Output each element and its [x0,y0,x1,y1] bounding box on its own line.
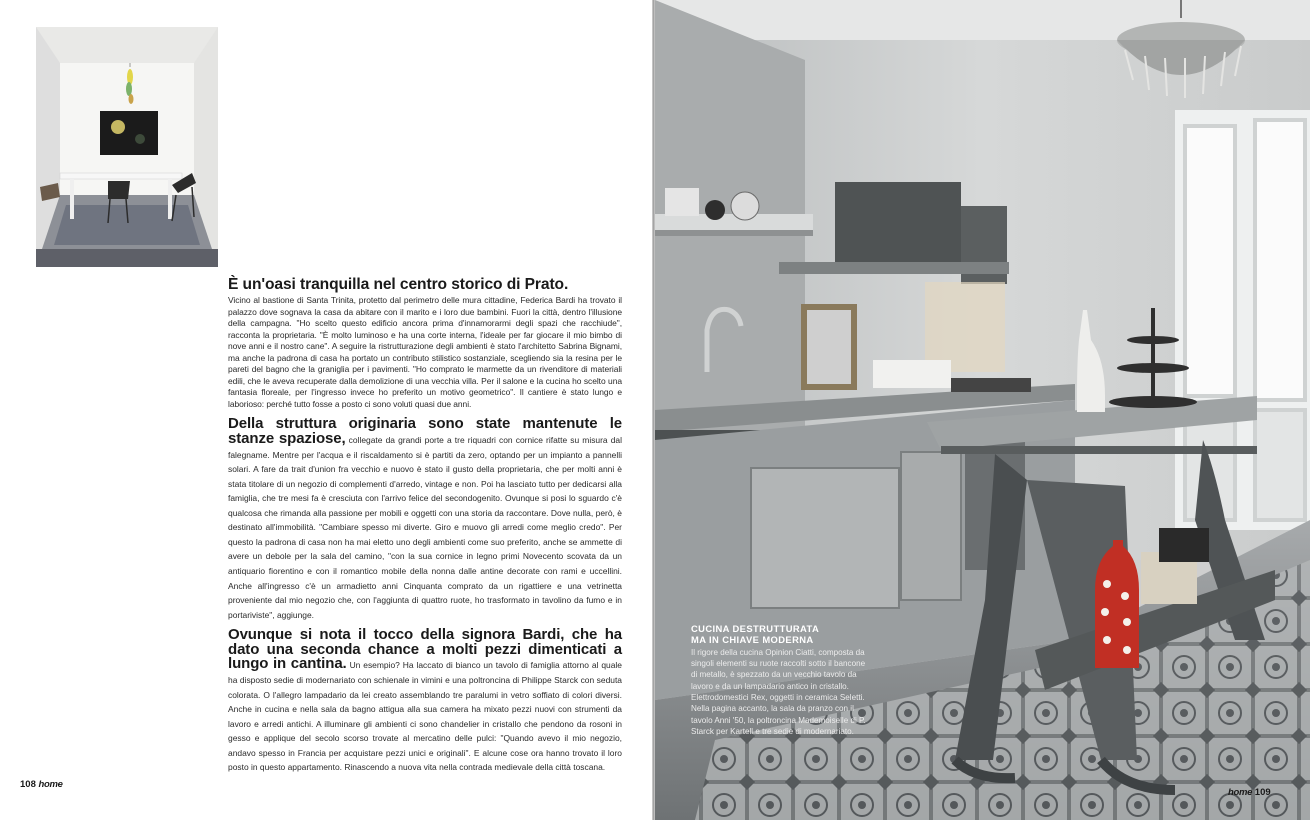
section-3-body: Un esempio? Ha laccato di bianco un tavolo di famiglia attorno al quale ha disposto sedie di modernariato con schienale in vimini e una poltroncina di Philippe Starck con seduta colorata. O l'allegro lampadario da lei creato assemblando tre paralumi in vetro soffiato di colori diversi. Anche in cucina e nella sala da bagno attigua alla sua camera ha mixato pezzi nuovi con strumenti da lavoro e arredi antichi. A illuminare gli ambienti ci sono chandelier in cristallo che pendono da rosoni in gesso e applique del secolo scorso trovate al mercatino delle pulci: "Quando avevo il mio negozio, andavo spesso in Francia per acquistare pezzi unici e originali". E alcune cose ora hanno trovato il loro posto in questo appartamento. Rinascendo a nuova vita nella contrada medievale della città toscana. [228,660,622,773]
magazine-name-right: home [1228,787,1253,798]
section-2 [228,417,622,621]
section-2-title: Della struttura originaria sono state mantenute le stanze spaziose, [228,415,622,448]
lead-title: È un'oasi tranquilla nel centro storico di Prato. [228,276,569,293]
dining-room-photo [36,27,218,267]
left-page [0,0,652,820]
page-number-left [20,779,63,790]
paragraph-1: Vicino al bastione di Santa Trinita, protetto dal perimetro delle mura cittadine, Federica Bardi ha trovato il palazzo dove sognava la casa da abitare con il marito e i loro due bambini. Fuori la città, dentro l'illusione della campagna. "Ho scelto questo edificio ancora prima d'innamorarmi degli spazi che racchiude", racconta la proprietaria. "È molto luminoso e ha una corte interna, l'ideale per far giocare il mio bimbo di nove anni e il nostro cane". A seguire la ristrutturazione degli ambienti è stato l'architetto Sabrina Bignami, ma anche la padrona di casa ha portato un contributo stilistico sostanziale, scegliendo sia la resina per le pareti del bagno che la graniglia per i pavimenti. "Ho comprato le marmette da un rivenditore di materiali edili, che le aveva recuperate dalla demolizione di una vecchia villa. Per il salone e la cucina ho scelto una fantasia floreale, per l'ingresso invece ho preferito un motivo geometrico". Il cantiere è stato lungo e laborioso: perché tutto fosse a posto ci sono voluti quasi due anni. [228,295,622,409]
page-number-108: 108 [20,779,36,790]
page-number-109: 109 [1254,787,1271,798]
right-page [655,0,1310,820]
photo-caption [691,623,871,737]
caption-title-line-2: MA IN CHIAVE MODERNA [691,634,814,646]
caption-body: Il rigore della cucina Opinion Ciatti, composta da singoli elementi su ruote raccolti sotto il bancone di metallo, è spezzato da un vecchio tavolo da lavoro e da un lampadario antico in cristallo. Elettrodomestici Rex, oggetti in ceramica Seletti. Nella pagina accanto, la sala da pranzo con il tavolo Anni '50, la poltroncina Mademoiselle di P. Starck per Kartell e tre sedie di modernariato. [691,647,866,736]
magazine-name-left: home [38,779,63,790]
caption-title-line-1: CUCINA DESTRUTTURATA [691,623,820,634]
section-2-body: collegate da grandi porte a tre riquadri con cornice rifatte su misura dal falegname. Mentre per l'acqua e il riscaldamento si è partiti da zero, optando per un impianto a pannelli solari. A fare da trait d'union fra vecchio e nuovo è stato il gusto della proprietaria, che per molti anni è stata titolare di un negozio di complementi d'arredo, vintage e non. Poi ha lasciato tutto per dedicarsi alla famiglia, che tre mesi fa è cresciuta con l'arrivo felice del secondogenito. Ovunque si posi lo sguardo c'è qualcosa che rimanda alla passione per mobili e oggetti con una storia da raccontare. Dove nulla, però, è destinato all'immobilità. "Cambiare spesso mi diverte. Giro e muovo gli arredi come meglio credo". Per questo la padrona di casa non ha mai eletto uno degli ambienti come suo preferito, anche se ammette di avere un debole per la sala del camino, "con la sua cornice in legno primi Novecento scovata da un antiquario fiorentino e con il romantico mobile della nonna dalle antine decorate con rami e uccellini. Anche all'ingresso c'è un armadietto anni Cinquanta comprato da un rigattiere e una vetrinetta proveniente dal mio negozio che, con l'aggiunta di quattro ruote, ho trasformato in tavolino da fumo e in portariviste", aggiunge. [228,435,622,620]
page-number-right [1228,787,1271,798]
article [228,276,622,774]
section-3 [228,628,622,774]
section-3-title: Ovunque si nota il tocco della signora Bardi, che ha dato una seconda chance a molti pezzi dimenticati a lungo in cantina. [228,626,622,673]
dining-room-illustration [36,27,218,267]
